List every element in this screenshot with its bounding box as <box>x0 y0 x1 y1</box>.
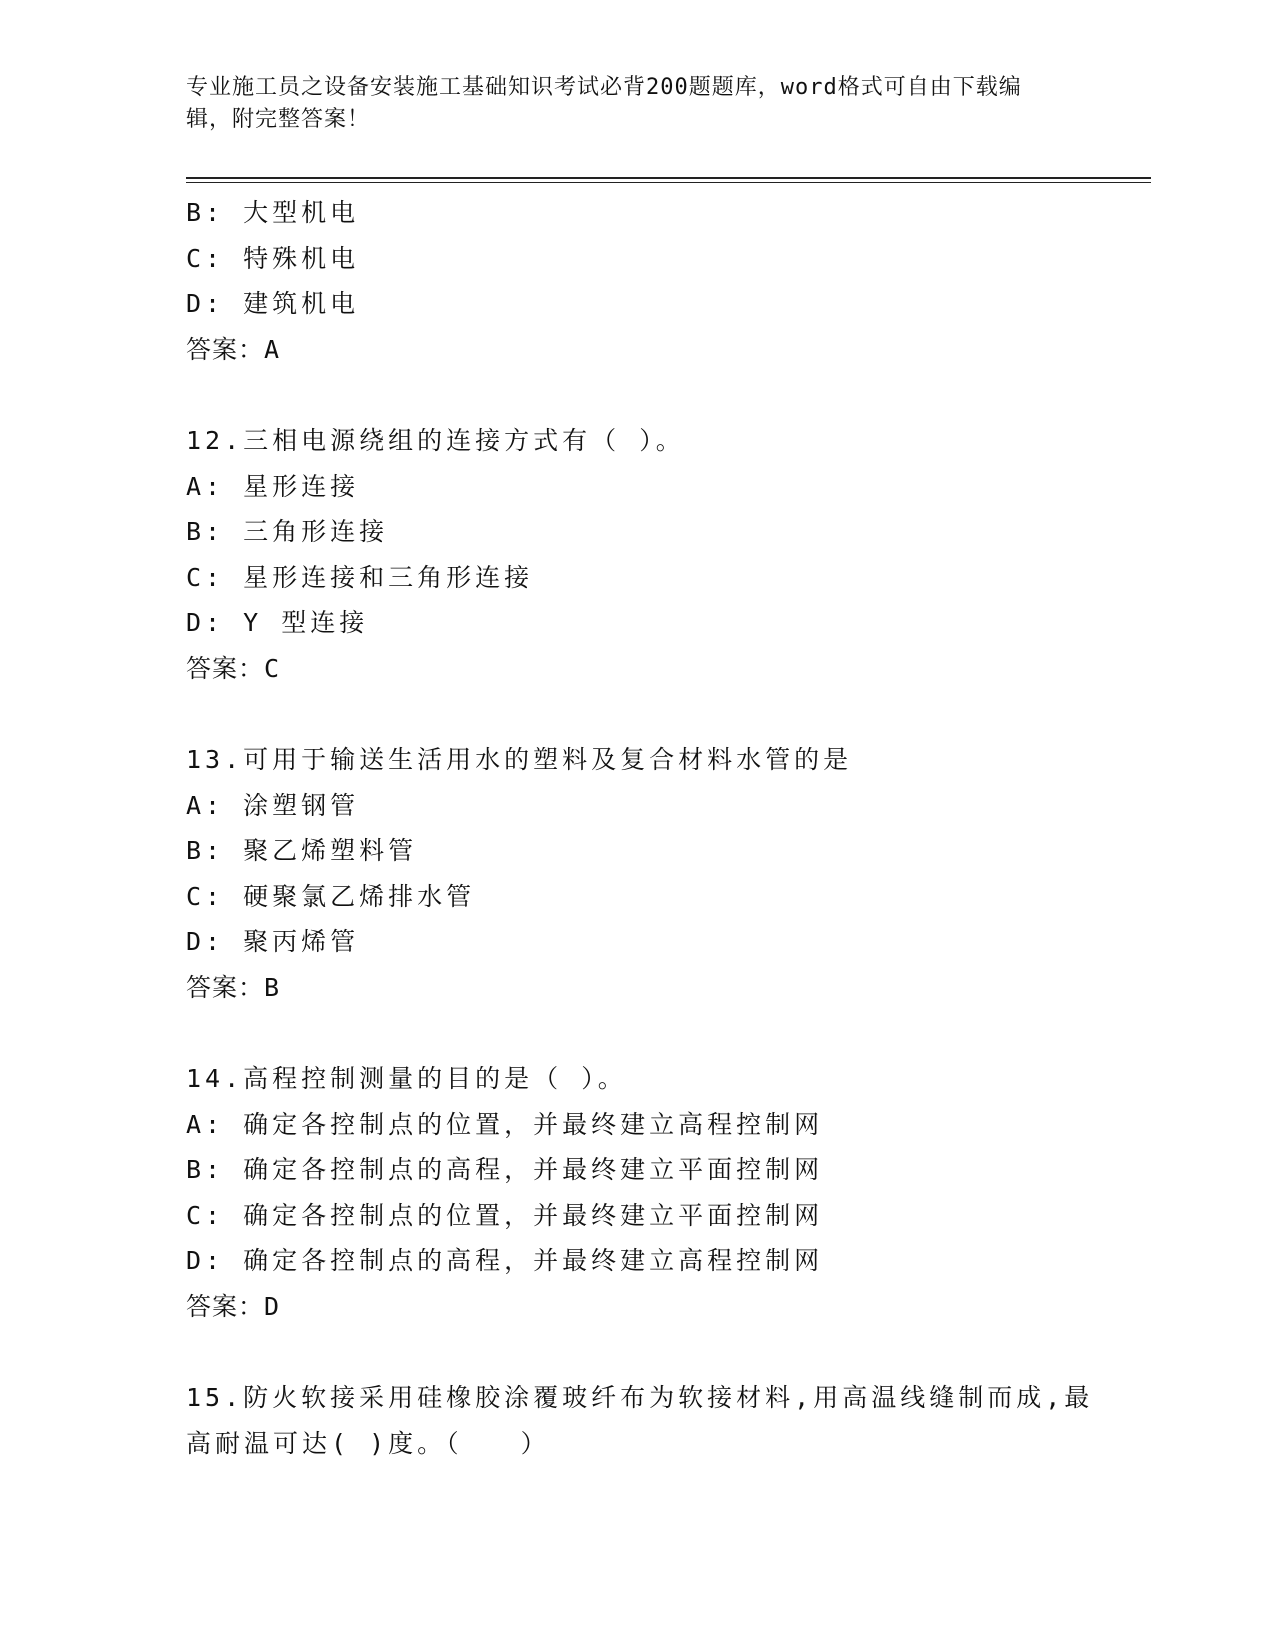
answer: 答案：C <box>186 653 281 683</box>
question-15 <box>186 1375 1106 1466</box>
question-stem: 13.可用于输送生活用水的塑料及复合材料水管的是 <box>186 745 853 774</box>
option-d: D: 聚丙烯管 <box>186 927 360 956</box>
option-d: D: Y 型连接 <box>186 608 369 637</box>
answer: 答案：B <box>186 972 281 1002</box>
option-b: B: 确定各控制点的高程，并最终建立平面控制网 <box>186 1155 824 1184</box>
document-header: 专业施工员之设备安装施工基础知识考试必背200题题库，word格式可自由下载编辑，附完整答案！ <box>186 75 1022 132</box>
header-divider <box>186 177 1151 183</box>
option-b: B: 三角形连接 <box>186 517 389 546</box>
option-b: B: 大型机电 <box>186 198 360 227</box>
option-c: C: 星形连接和三角形连接 <box>186 562 534 592</box>
option-a: A: 涂塑钢管 <box>186 790 360 820</box>
question-12 <box>186 418 1106 691</box>
option-d: D: 确定各控制点的高程，并最终建立高程控制网 <box>186 1246 824 1275</box>
question-list <box>186 190 1106 1466</box>
question-11-tail <box>186 190 1106 372</box>
question-14 <box>186 1056 1106 1329</box>
option-b: B: 聚乙烯塑料管 <box>186 836 418 865</box>
question-stem: 12.三相电源绕组的连接方式有（ ）。 <box>186 426 685 455</box>
answer: 答案：A <box>186 334 281 364</box>
option-c: C: 特殊机电 <box>186 243 360 273</box>
question-13 <box>186 737 1106 1010</box>
option-c: C: 确定各控制点的位置，并最终建立平面控制网 <box>186 1200 824 1230</box>
option-d: D: 建筑机电 <box>186 289 360 318</box>
answer: 答案：D <box>186 1291 281 1321</box>
option-a: A: 星形连接 <box>186 471 360 501</box>
question-stem: 15.防火软接采用硅橡胶涂覆玻纤布为软接材料,用高温线缝制而成,最高耐温可达( )度。（ ） <box>186 1383 1094 1458</box>
question-stem: 14.高程控制测量的目的是（ ）。 <box>186 1064 627 1093</box>
option-a: A: 确定各控制点的位置，并最终建立高程控制网 <box>186 1109 824 1139</box>
option-c: C: 硬聚氯乙烯排水管 <box>186 881 476 911</box>
